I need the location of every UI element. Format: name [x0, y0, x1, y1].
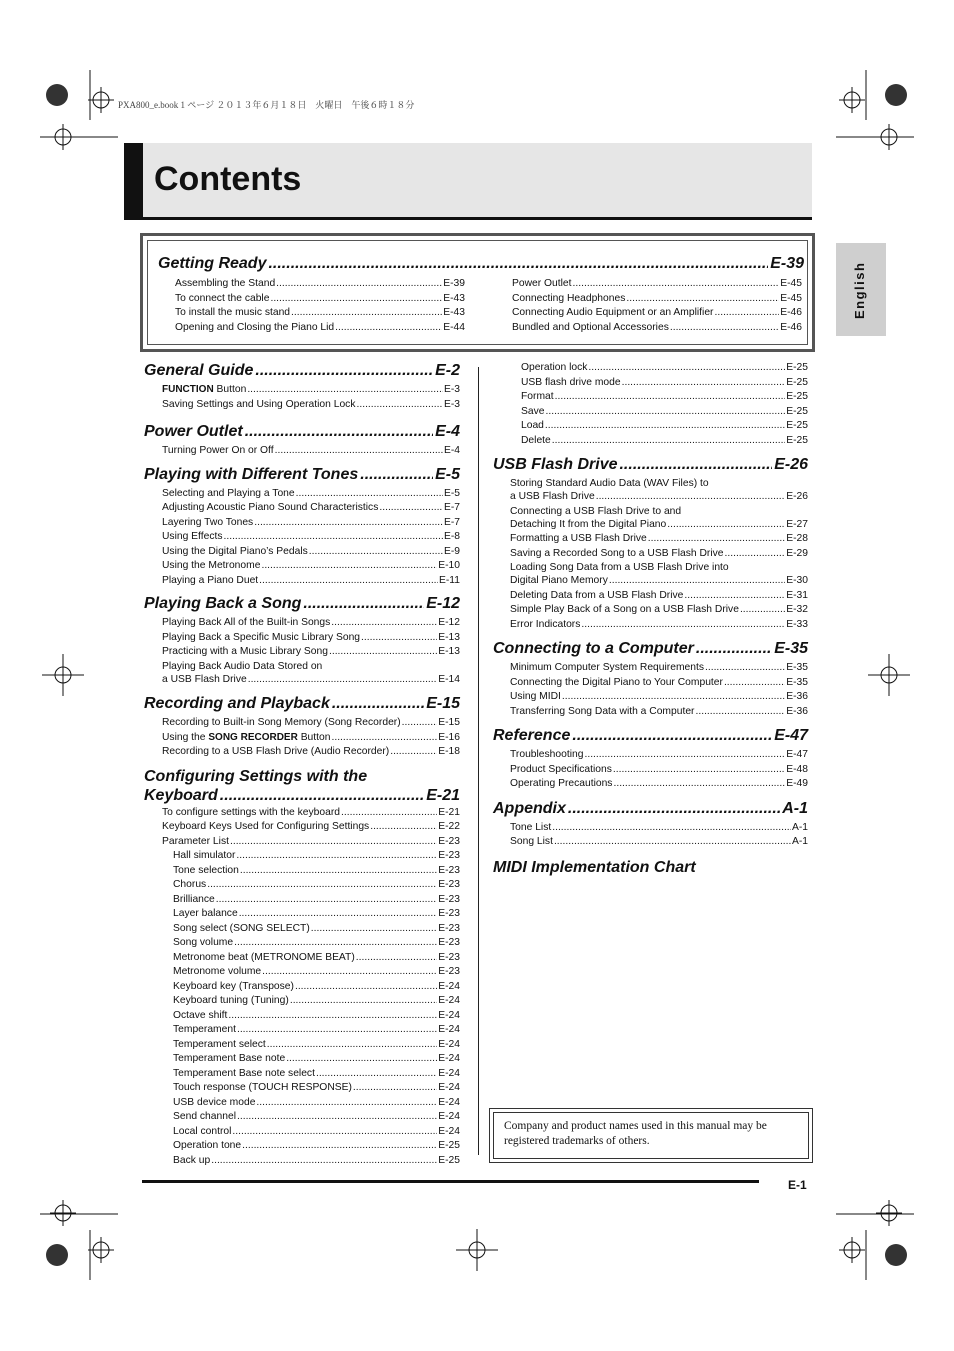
- toc-entry[interactable]: FUNCTION Button ..... E-3: [162, 383, 460, 398]
- toc-entry[interactable]: Playing Back All of the Built-in Songs ..... E-12: [162, 616, 460, 631]
- toc-entry[interactable]: Parameter List ..... E-23: [162, 835, 460, 850]
- toc-entry[interactable]: Connecting the Digital Piano to Your Computer ..... E-35: [510, 676, 808, 691]
- toc-subentry[interactable]: Keyboard key (Transpose) ..... E-24: [162, 980, 460, 995]
- toc-entry[interactable]: Using MIDI ..... E-36: [510, 690, 808, 705]
- toc-subentry[interactable]: Octave shift ..... E-24: [162, 1009, 460, 1024]
- toc-subentry[interactable]: Format ..... E-25: [510, 390, 808, 405]
- toc-subentry[interactable]: Keyboard tuning (Tuning) ..... E-24: [162, 994, 460, 1009]
- toc-entry[interactable]: Deleting Data from a USB Flash Drive ..... E-31: [510, 589, 808, 604]
- toc-subentry[interactable]: Hall simulator ..... E-23: [162, 849, 460, 864]
- toc-subentry[interactable]: Temperament ..... E-24: [162, 1023, 460, 1038]
- toc-entry[interactable]: Using the Digital Piano’s Pedals ..... E-9: [162, 545, 460, 560]
- toc-section-tones[interactable]: Playing with Different Tones ..... E-5: [144, 463, 460, 487]
- toc-entry[interactable]: Detaching It from the Digital Piano ..... E-27: [510, 518, 808, 533]
- toc-entry[interactable]: Layering Two Tones ..... E-7: [162, 516, 460, 531]
- toc-entry[interactable]: Digital Piano Memory ..... E-30: [510, 574, 808, 589]
- toc-entry[interactable]: Using the Metronome ..... E-10: [162, 559, 460, 574]
- toc-entry-line[interactable]: Loading Song Data from a USB Flash Drive into: [510, 562, 729, 573]
- toc-entry[interactable]: Turning Power On or Off ..... E-4: [162, 444, 460, 459]
- toc-entry[interactable]: Using the SONG RECORDER Button ..... E-16: [162, 731, 460, 746]
- toc-entry[interactable]: Keyboard Keys Used for Configuring Settings ..... E-22: [162, 820, 460, 835]
- toc-entry[interactable]: Song List ..... A-1: [510, 835, 808, 850]
- toc-subentry[interactable]: Layer balance ..... E-23: [162, 907, 460, 922]
- toc-entry[interactable]: Operating Precautions ..... E-49: [510, 777, 808, 792]
- title-stripe: [124, 143, 143, 220]
- toc-subentry[interactable]: Brilliance ..... E-23: [162, 893, 460, 908]
- toc-section-configuring[interactable]: Keyboard ..... E-21: [144, 786, 460, 806]
- print-header: PXA800_e.book 1 ページ ２０１３年６月１８日 火曜日 午後６時１８分: [118, 100, 415, 110]
- footer-rule: [142, 1180, 759, 1183]
- toc-subentry[interactable]: Back up ..... E-25: [162, 1154, 460, 1169]
- toc-subentry[interactable]: Operation tone ..... E-25: [162, 1139, 460, 1154]
- toc-entry[interactable]: Practicing with a Music Library Song ..... E-13: [162, 645, 460, 660]
- toc-section-reference[interactable]: Reference ..... E-47: [493, 724, 808, 748]
- toc-section-usb-flash-drive[interactable]: USB Flash Drive ..... E-26: [493, 453, 808, 477]
- toc-entry[interactable]: Tone List ..... A-1: [510, 821, 808, 836]
- toc-entry[interactable]: a USB Flash Drive ..... E-14: [162, 673, 460, 688]
- toc-entry[interactable]: Recording to a USB Flash Drive (Audio Recorder) ..... E-18: [162, 745, 460, 760]
- toc-subentry[interactable]: Temperament Base note ..... E-24: [162, 1052, 460, 1067]
- language-tab: [836, 243, 886, 336]
- toc-entry[interactable]: Bundled and Optional Accessories ..... E-46: [512, 321, 802, 336]
- toc-subentry[interactable]: Song select (SONG SELECT) ..... E-23: [162, 922, 460, 937]
- getting-ready-box: [140, 233, 815, 352]
- toc-entry[interactable]: Saving a Recorded Song to a USB Flash Drive ..... E-29: [510, 547, 808, 562]
- toc-subentry[interactable]: USB device mode ..... E-24: [162, 1096, 460, 1111]
- trademark-notice-text: Company and product names used in this manual may be registered trademarks of others.: [493, 1112, 809, 1159]
- toc-section-playing-back[interactable]: Playing Back a Song ..... E-12: [144, 592, 460, 616]
- toc-entry[interactable]: Transferring Song Data with a Computer ..... E-36: [510, 705, 808, 720]
- getting-ready-right-list: [512, 277, 802, 335]
- toc-entry[interactable]: Adjusting Acoustic Piano Sound Characteristics ..... E-7: [162, 501, 460, 516]
- trademark-notice: [489, 1108, 813, 1163]
- toc-left-column: [144, 359, 460, 1168]
- toc-entry[interactable]: Minimum Computer System Requirements ..... E-35: [510, 661, 808, 676]
- toc-section-configuring-line1[interactable]: Configuring Settings with the: [144, 767, 368, 785]
- toc-subentry[interactable]: Delete ..... E-25: [510, 434, 808, 449]
- toc-subentry[interactable]: Touch response (TOUCH RESPONSE) ..... E-24: [162, 1081, 460, 1096]
- toc-entry[interactable]: Formatting a USB Flash Drive ..... E-28: [510, 532, 808, 547]
- toc-subentry[interactable]: Operation lock ..... E-25: [510, 361, 808, 376]
- toc-subentry[interactable]: Song volume ..... E-23: [162, 936, 460, 951]
- toc-entry[interactable]: Recording to Built-in Song Memory (Song Recorder) ..... E-15: [162, 716, 460, 731]
- toc-subentry[interactable]: Chorus ..... E-23: [162, 878, 460, 893]
- toc-entry[interactable]: Assembling the Stand ..... E-39: [175, 277, 465, 292]
- toc-entry[interactable]: Troubleshooting ..... E-47: [510, 748, 808, 763]
- page-number: E-1: [788, 1178, 807, 1192]
- toc-entry[interactable]: Connecting Audio Equipment or an Amplifier ..... E-46: [512, 306, 802, 321]
- toc-subentry[interactable]: Temperament Base note select ..... E-24: [162, 1067, 460, 1082]
- toc-subentry[interactable]: Tone selection ..... E-23: [162, 864, 460, 879]
- toc-section-midi-chart[interactable]: MIDI Implementation Chart: [493, 858, 696, 876]
- toc-subentry[interactable]: Local control ..... E-24: [162, 1125, 460, 1140]
- toc-entry[interactable]: Opening and Closing the Piano Lid ..... E-44: [175, 321, 465, 336]
- toc-entry[interactable]: Saving Settings and Using Operation Lock ..... E-3: [162, 398, 460, 413]
- toc-right-column: [493, 361, 808, 880]
- toc-entry[interactable]: To install the music stand ..... E-43: [175, 306, 465, 321]
- toc-entry-line[interactable]: Playing Back Audio Data Stored on: [162, 660, 323, 672]
- toc-entry[interactable]: Using Effects ..... E-8: [162, 530, 460, 545]
- toc-section-getting-ready[interactable]: Getting Ready ..... E-39: [158, 252, 804, 276]
- toc-subentry[interactable]: Load ..... E-25: [510, 419, 808, 434]
- toc-subentry[interactable]: Metronome beat (METRONOME BEAT) ..... E-23: [162, 951, 460, 966]
- toc-entry[interactable]: Product Specifications ..... E-48: [510, 763, 808, 778]
- toc-subentry[interactable]: Metronome volume ..... E-23: [162, 965, 460, 980]
- getting-ready-left-list: [175, 277, 465, 335]
- toc-entry[interactable]: Error Indicators ..... E-33: [510, 618, 808, 633]
- toc-subentry[interactable]: Send channel ..... E-24: [162, 1110, 460, 1125]
- toc-subentry[interactable]: Temperament select ..... E-24: [162, 1038, 460, 1053]
- toc-subentry[interactable]: Save ..... E-25: [510, 405, 808, 420]
- page-title: Contents: [154, 160, 302, 198]
- toc-entry[interactable]: To configure settings with the keyboard ..... E-21: [162, 806, 460, 821]
- title-bar: [124, 143, 812, 220]
- toc-entry[interactable]: To connect the cable ..... E-43: [175, 292, 465, 307]
- toc-entry[interactable]: Connecting Headphones ..... E-45: [512, 292, 802, 307]
- toc-section-power-outlet[interactable]: Power Outlet ..... E-4: [144, 420, 460, 444]
- toc-entry-line[interactable]: Connecting a USB Flash Drive to and: [510, 505, 682, 517]
- language-tab-label: English: [852, 261, 867, 319]
- toc-section-appendix[interactable]: Appendix ..... A-1: [493, 797, 808, 821]
- toc-entry[interactable]: Playing Back a Specific Music Library Song ..... E-13: [162, 631, 460, 646]
- toc-entry-line[interactable]: Storing Standard Audio Data (WAV Files) to: [510, 478, 709, 489]
- toc-section-connecting-computer[interactable]: Connecting to a Computer ..... E-35: [493, 637, 808, 661]
- toc-entry[interactable]: Selecting and Playing a Tone ..... E-5: [162, 487, 460, 502]
- column-divider: [478, 367, 479, 1155]
- toc-entry[interactable]: Power Outlet ..... E-45: [512, 277, 802, 292]
- toc-subentry[interactable]: USB flash drive mode ..... E-25: [510, 376, 808, 391]
- toc-entry[interactable]: Simple Play Back of a Song on a USB Flash Drive ..... E-32: [510, 603, 808, 618]
- toc-section-recording[interactable]: Recording and Playback ..... E-15: [144, 692, 460, 716]
- toc-entry[interactable]: a USB Flash Drive ..... E-26: [510, 490, 808, 505]
- toc-section-general-guide[interactable]: General Guide ..... E-2: [144, 359, 460, 383]
- toc-entry[interactable]: Playing a Piano Duet ..... E-11: [162, 574, 460, 589]
